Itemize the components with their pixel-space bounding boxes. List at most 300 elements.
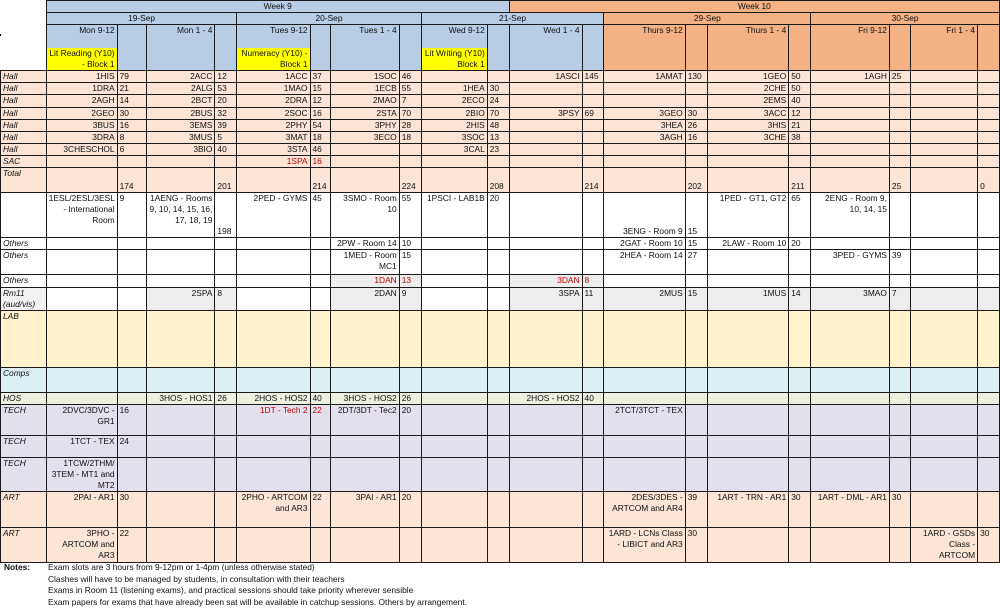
student-count[interactable]: 20	[487, 193, 509, 238]
exam-cell[interactable]	[910, 250, 977, 275]
student-count[interactable]: 55	[399, 193, 421, 238]
exam-cell[interactable]	[421, 71, 487, 83]
exam-cell[interactable]: 2ECO	[421, 95, 487, 108]
student-count[interactable]	[215, 275, 237, 288]
student-count[interactable]	[215, 458, 237, 492]
student-count[interactable]: 20	[399, 492, 421, 528]
exam-cell[interactable]: 1ECB	[331, 83, 399, 95]
student-count[interactable]: 198	[215, 193, 237, 238]
exam-cell[interactable]	[604, 436, 685, 458]
exam-cell[interactable]	[237, 168, 310, 193]
student-count[interactable]	[889, 368, 910, 393]
student-count[interactable]	[487, 250, 509, 275]
exam-cell[interactable]	[811, 95, 890, 108]
exam-cell[interactable]	[707, 156, 789, 168]
student-count[interactable]	[889, 108, 910, 120]
exam-cell[interactable]	[46, 288, 117, 311]
student-count[interactable]	[487, 238, 509, 250]
student-count[interactable]: 46	[310, 144, 331, 156]
student-count[interactable]: 38	[789, 132, 811, 144]
exam-cell[interactable]: 2GEO	[46, 108, 117, 120]
exam-cell[interactable]: 1ASCI	[509, 71, 582, 83]
student-count[interactable]	[310, 238, 331, 250]
student-count[interactable]: 13	[487, 132, 509, 144]
student-count[interactable]	[685, 458, 707, 492]
exam-cell[interactable]	[237, 275, 310, 288]
exam-cell[interactable]	[811, 405, 890, 436]
student-count[interactable]: 16	[310, 108, 331, 120]
student-count[interactable]	[487, 288, 509, 311]
exam-cell[interactable]: 2GAT - Room 10	[604, 238, 685, 250]
exam-cell[interactable]: 1HEA	[421, 83, 487, 95]
exam-cell[interactable]	[509, 83, 582, 95]
exam-cell[interactable]	[421, 275, 487, 288]
student-count[interactable]	[978, 83, 1000, 95]
exam-cell[interactable]	[331, 156, 399, 168]
student-count[interactable]: 26	[685, 120, 707, 132]
student-count[interactable]: 8	[582, 275, 604, 288]
exam-cell[interactable]	[910, 275, 977, 288]
student-count[interactable]	[889, 458, 910, 492]
exam-cell[interactable]	[811, 458, 890, 492]
exam-cell[interactable]	[509, 458, 582, 492]
student-count[interactable]: 130	[685, 71, 707, 83]
exam-cell[interactable]	[147, 492, 215, 528]
exam-cell[interactable]	[147, 528, 215, 563]
exam-cell[interactable]	[604, 275, 685, 288]
student-count[interactable]	[978, 95, 1000, 108]
exam-cell[interactable]	[910, 393, 977, 405]
exam-cell[interactable]: 2DRA	[237, 95, 310, 108]
student-count[interactable]	[582, 156, 604, 168]
student-count[interactable]	[215, 405, 237, 436]
student-count[interactable]	[215, 528, 237, 563]
student-count[interactable]	[117, 156, 147, 168]
exam-cell[interactable]: 3BIO	[147, 144, 215, 156]
exam-cell[interactable]	[509, 132, 582, 144]
student-count[interactable]: 16	[117, 405, 147, 436]
exam-cell[interactable]	[910, 288, 977, 311]
exam-cell[interactable]	[46, 368, 117, 393]
student-count[interactable]: 202	[685, 168, 707, 193]
exam-cell[interactable]	[707, 275, 789, 288]
student-count[interactable]: 28	[399, 120, 421, 132]
student-count[interactable]: 50	[789, 83, 811, 95]
exam-cell[interactable]	[147, 156, 215, 168]
exam-cell[interactable]: 2PED - GYMS	[237, 193, 310, 238]
exam-cell[interactable]	[509, 144, 582, 156]
exam-cell[interactable]: 3DAN	[509, 275, 582, 288]
student-count[interactable]	[310, 288, 331, 311]
exam-cell[interactable]: 1AGH	[811, 71, 890, 83]
student-count[interactable]	[582, 368, 604, 393]
student-count[interactable]	[487, 458, 509, 492]
student-count[interactable]	[215, 311, 237, 368]
exam-cell[interactable]: 2DT/3DT - Tec2	[331, 405, 399, 436]
student-count[interactable]: 15	[685, 288, 707, 311]
student-count[interactable]	[582, 492, 604, 528]
exam-cell[interactable]	[331, 458, 399, 492]
exam-cell[interactable]	[237, 436, 310, 458]
exam-cell[interactable]	[509, 436, 582, 458]
student-count[interactable]: 20	[399, 405, 421, 436]
exam-cell[interactable]	[910, 436, 977, 458]
exam-cell[interactable]	[910, 120, 977, 132]
exam-cell[interactable]	[707, 368, 789, 393]
exam-cell[interactable]: 2SPA	[147, 288, 215, 311]
exam-cell[interactable]	[421, 288, 487, 311]
student-count[interactable]	[310, 436, 331, 458]
student-count[interactable]	[215, 250, 237, 275]
exam-cell[interactable]: 2BIO	[421, 108, 487, 120]
exam-cell[interactable]: 2PHY	[237, 120, 310, 132]
exam-cell[interactable]: 2TCT/3TCT - TEX	[604, 405, 685, 436]
exam-cell[interactable]	[237, 250, 310, 275]
exam-cell[interactable]: 3CAL	[421, 144, 487, 156]
exam-cell[interactable]: 1TCW/2THM/ 3TEM - MT1 and MT2	[46, 458, 117, 492]
student-count[interactable]	[789, 275, 811, 288]
student-count[interactable]: 0	[978, 168, 1000, 193]
student-count[interactable]: 48	[487, 120, 509, 132]
exam-cell[interactable]: 2DAN	[331, 288, 399, 311]
exam-cell[interactable]	[707, 250, 789, 275]
student-count[interactable]	[310, 250, 331, 275]
student-count[interactable]: 14	[117, 95, 147, 108]
exam-cell[interactable]: 3BUS	[46, 120, 117, 132]
exam-cell[interactable]	[707, 393, 789, 405]
exam-cell[interactable]	[147, 275, 215, 288]
student-count[interactable]: 10	[399, 238, 421, 250]
student-count[interactable]: 8	[117, 132, 147, 144]
exam-cell[interactable]	[421, 238, 487, 250]
student-count[interactable]: 16	[310, 156, 331, 168]
student-count[interactable]: 30	[117, 492, 147, 528]
exam-cell[interactable]	[509, 405, 582, 436]
student-count[interactable]	[582, 528, 604, 563]
student-count[interactable]	[889, 405, 910, 436]
exam-cell[interactable]	[147, 311, 215, 368]
student-count[interactable]	[117, 288, 147, 311]
student-count[interactable]: 224	[399, 168, 421, 193]
exam-cell[interactable]: 2BCT	[147, 95, 215, 108]
student-count[interactable]	[978, 393, 1000, 405]
exam-cell[interactable]	[331, 311, 399, 368]
exam-cell[interactable]: 1HIS	[46, 71, 117, 83]
exam-cell[interactable]	[910, 83, 977, 95]
student-count[interactable]	[310, 458, 331, 492]
student-count[interactable]	[789, 458, 811, 492]
exam-cell[interactable]	[604, 393, 685, 405]
student-count[interactable]	[215, 492, 237, 528]
exam-cell[interactable]	[46, 250, 117, 275]
exam-cell[interactable]	[604, 311, 685, 368]
exam-cell[interactable]	[509, 311, 582, 368]
student-count[interactable]	[117, 250, 147, 275]
exam-cell[interactable]	[811, 238, 890, 250]
student-count[interactable]	[399, 368, 421, 393]
student-count[interactable]	[789, 368, 811, 393]
exam-cell[interactable]: 1ART - DML - AR1	[811, 492, 890, 528]
exam-cell[interactable]: 3CHE	[707, 132, 789, 144]
exam-cell[interactable]: 3HIS	[707, 120, 789, 132]
student-count[interactable]: 70	[487, 108, 509, 120]
exam-cell[interactable]	[509, 528, 582, 563]
exam-cell[interactable]	[811, 528, 890, 563]
student-count[interactable]: 70	[399, 108, 421, 120]
student-count[interactable]	[399, 311, 421, 368]
student-count[interactable]	[582, 193, 604, 238]
exam-cell[interactable]: 3DRA	[46, 132, 117, 144]
student-count[interactable]	[889, 528, 910, 563]
exam-cell[interactable]	[509, 250, 582, 275]
exam-cell[interactable]	[46, 393, 117, 405]
exam-cell[interactable]	[811, 368, 890, 393]
student-count[interactable]	[889, 393, 910, 405]
exam-cell[interactable]	[604, 368, 685, 393]
exam-cell[interactable]: 3ENG - Room 9	[604, 193, 685, 238]
exam-cell[interactable]	[147, 436, 215, 458]
student-count[interactable]: 15	[685, 193, 707, 238]
exam-cell[interactable]	[421, 368, 487, 393]
exam-cell[interactable]: 3AGH	[604, 132, 685, 144]
student-count[interactable]: 40	[215, 144, 237, 156]
exam-cell[interactable]: 1AENG - Rooms 9, 10, 14, 15, 16, 17, 18, 19	[147, 193, 215, 238]
student-count[interactable]	[582, 238, 604, 250]
exam-cell[interactable]: 2DVC/3DVC - GR1	[46, 405, 117, 436]
exam-cell[interactable]: 2BUS	[147, 108, 215, 120]
exam-cell[interactable]	[811, 311, 890, 368]
exam-cell[interactable]	[147, 405, 215, 436]
exam-cell[interactable]	[509, 193, 582, 238]
exam-cell[interactable]: 1PSCI - LAB1B	[421, 193, 487, 238]
student-count[interactable]: 12	[310, 95, 331, 108]
exam-cell[interactable]: 2AGH	[46, 95, 117, 108]
student-count[interactable]	[487, 405, 509, 436]
exam-cell[interactable]: 1ARD - GSDs Class - ARTCOM	[910, 528, 977, 563]
student-count[interactable]	[789, 250, 811, 275]
student-count[interactable]	[487, 156, 509, 168]
exam-cell[interactable]: 1DT - Tech 2	[237, 405, 310, 436]
exam-cell[interactable]	[509, 492, 582, 528]
exam-cell[interactable]: 1MUS	[707, 288, 789, 311]
student-count[interactable]: 201	[215, 168, 237, 193]
exam-cell[interactable]	[811, 144, 890, 156]
student-count[interactable]: 25	[889, 71, 910, 83]
student-count[interactable]: 39	[215, 120, 237, 132]
exam-cell[interactable]	[421, 311, 487, 368]
student-count[interactable]	[889, 120, 910, 132]
student-count[interactable]	[685, 311, 707, 368]
student-count[interactable]: 18	[310, 132, 331, 144]
exam-cell[interactable]: 2HIS	[421, 120, 487, 132]
student-count[interactable]: 13	[399, 275, 421, 288]
student-count[interactable]: 54	[310, 120, 331, 132]
student-count[interactable]: 30	[487, 83, 509, 95]
student-count[interactable]	[889, 144, 910, 156]
student-count[interactable]	[487, 492, 509, 528]
student-count[interactable]	[978, 275, 1000, 288]
exam-cell[interactable]: 2MUS	[604, 288, 685, 311]
student-count[interactable]: 14	[789, 288, 811, 311]
student-count[interactable]: 20	[215, 95, 237, 108]
exam-cell[interactable]	[910, 144, 977, 156]
student-count[interactable]: 25	[889, 168, 910, 193]
exam-cell[interactable]	[46, 168, 117, 193]
exam-cell[interactable]	[604, 168, 685, 193]
student-count[interactable]	[978, 108, 1000, 120]
exam-cell[interactable]	[910, 132, 977, 144]
student-count[interactable]	[889, 83, 910, 95]
student-count[interactable]	[582, 311, 604, 368]
exam-cell[interactable]: 3PSY	[509, 108, 582, 120]
student-count[interactable]	[978, 71, 1000, 83]
student-count[interactable]: 5	[215, 132, 237, 144]
exam-cell[interactable]: 2PW - Room 14	[331, 238, 399, 250]
student-count[interactable]	[978, 288, 1000, 311]
student-count[interactable]: 45	[310, 193, 331, 238]
student-count[interactable]	[399, 528, 421, 563]
student-count[interactable]: 53	[215, 83, 237, 95]
student-count[interactable]: 208	[487, 168, 509, 193]
exam-cell[interactable]	[509, 120, 582, 132]
exam-cell[interactable]: 2DES/3DES - ARTCOM and AR4	[604, 492, 685, 528]
exam-cell[interactable]	[707, 144, 789, 156]
student-count[interactable]: 37	[310, 71, 331, 83]
exam-cell[interactable]: 1SOC	[331, 71, 399, 83]
student-count[interactable]	[310, 528, 331, 563]
exam-cell[interactable]: 2HEA - Room 14	[604, 250, 685, 275]
exam-cell[interactable]: 1PED - GT1, GT2	[707, 193, 789, 238]
student-count[interactable]	[215, 156, 237, 168]
exam-cell[interactable]	[46, 156, 117, 168]
student-count[interactable]	[889, 95, 910, 108]
student-count[interactable]: 12	[789, 108, 811, 120]
student-count[interactable]	[399, 436, 421, 458]
student-count[interactable]	[889, 132, 910, 144]
student-count[interactable]: 7	[889, 288, 910, 311]
student-count[interactable]: 39	[685, 492, 707, 528]
exam-cell[interactable]: 3MUS	[147, 132, 215, 144]
student-count[interactable]: 40	[789, 95, 811, 108]
exam-cell[interactable]	[811, 393, 890, 405]
exam-cell[interactable]: 2MAO	[331, 95, 399, 108]
exam-cell[interactable]	[707, 405, 789, 436]
exam-cell[interactable]	[421, 528, 487, 563]
exam-cell[interactable]: 1MAO	[237, 83, 310, 95]
student-count[interactable]: 22	[117, 528, 147, 563]
exam-cell[interactable]	[707, 168, 789, 193]
student-count[interactable]: 16	[117, 120, 147, 132]
student-count[interactable]: 39	[889, 250, 910, 275]
exam-cell[interactable]	[509, 238, 582, 250]
exam-cell[interactable]	[910, 156, 977, 168]
student-count[interactable]: 32	[215, 108, 237, 120]
exam-cell[interactable]	[509, 95, 582, 108]
student-count[interactable]	[978, 193, 1000, 238]
student-count[interactable]	[399, 144, 421, 156]
student-count[interactable]: 211	[789, 168, 811, 193]
student-count[interactable]	[978, 132, 1000, 144]
student-count[interactable]	[487, 71, 509, 83]
student-count[interactable]: 69	[582, 108, 604, 120]
student-count[interactable]: 20	[789, 238, 811, 250]
exam-cell[interactable]	[421, 156, 487, 168]
student-count[interactable]: 8	[215, 288, 237, 311]
exam-cell[interactable]	[46, 238, 117, 250]
exam-cell[interactable]: 3PED - GYMS	[811, 250, 890, 275]
exam-cell[interactable]	[237, 311, 310, 368]
exam-cell[interactable]: 2ACC	[147, 71, 215, 83]
student-count[interactable]: 6	[117, 144, 147, 156]
student-count[interactable]: 18	[399, 132, 421, 144]
exam-cell[interactable]	[237, 528, 310, 563]
student-count[interactable]	[582, 458, 604, 492]
exam-cell[interactable]	[421, 168, 487, 193]
student-count[interactable]	[117, 275, 147, 288]
exam-cell[interactable]	[46, 311, 117, 368]
student-count[interactable]	[117, 458, 147, 492]
exam-cell[interactable]	[910, 311, 977, 368]
student-count[interactable]: 21	[789, 120, 811, 132]
student-count[interactable]	[889, 238, 910, 250]
student-count[interactable]: 27	[685, 250, 707, 275]
student-count[interactable]	[215, 238, 237, 250]
student-count[interactable]: 30	[117, 108, 147, 120]
exam-cell[interactable]: 2ALG	[147, 83, 215, 95]
exam-cell[interactable]	[237, 238, 310, 250]
exam-cell[interactable]	[331, 144, 399, 156]
exam-cell[interactable]	[509, 368, 582, 393]
student-count[interactable]	[978, 144, 1000, 156]
student-count[interactable]: 7	[399, 95, 421, 108]
exam-cell[interactable]	[707, 436, 789, 458]
student-count[interactable]: 9	[399, 288, 421, 311]
student-count[interactable]: 21	[117, 83, 147, 95]
exam-cell[interactable]	[237, 368, 310, 393]
exam-cell[interactable]: 1ESL/2ESL/3ESL - International Room	[46, 193, 117, 238]
student-count[interactable]	[487, 368, 509, 393]
student-count[interactable]: 46	[399, 71, 421, 83]
exam-cell[interactable]	[147, 250, 215, 275]
student-count[interactable]	[582, 250, 604, 275]
student-count[interactable]	[487, 528, 509, 563]
student-count[interactable]	[487, 393, 509, 405]
student-count[interactable]	[889, 275, 910, 288]
student-count[interactable]	[582, 144, 604, 156]
exam-cell[interactable]	[811, 120, 890, 132]
exam-cell[interactable]: 2PAI - AR1	[46, 492, 117, 528]
student-count[interactable]	[978, 311, 1000, 368]
student-count[interactable]: 40	[310, 393, 331, 405]
exam-cell[interactable]: 1ARD - LCNs Class - LIBICT and AR3	[604, 528, 685, 563]
student-count[interactable]	[685, 156, 707, 168]
student-count[interactable]: 26	[399, 393, 421, 405]
exam-cell[interactable]	[509, 168, 582, 193]
exam-cell[interactable]	[331, 436, 399, 458]
student-count[interactable]: 23	[487, 144, 509, 156]
student-count[interactable]	[117, 238, 147, 250]
exam-cell[interactable]	[147, 238, 215, 250]
student-count[interactable]: 11	[582, 288, 604, 311]
exam-cell[interactable]	[811, 436, 890, 458]
student-count[interactable]	[789, 144, 811, 156]
exam-cell[interactable]	[910, 368, 977, 393]
exam-cell[interactable]: 3HOS - HOS1	[147, 393, 215, 405]
student-count[interactable]: 40	[582, 393, 604, 405]
student-count[interactable]	[117, 368, 147, 393]
student-count[interactable]: 65	[789, 193, 811, 238]
student-count[interactable]	[310, 275, 331, 288]
